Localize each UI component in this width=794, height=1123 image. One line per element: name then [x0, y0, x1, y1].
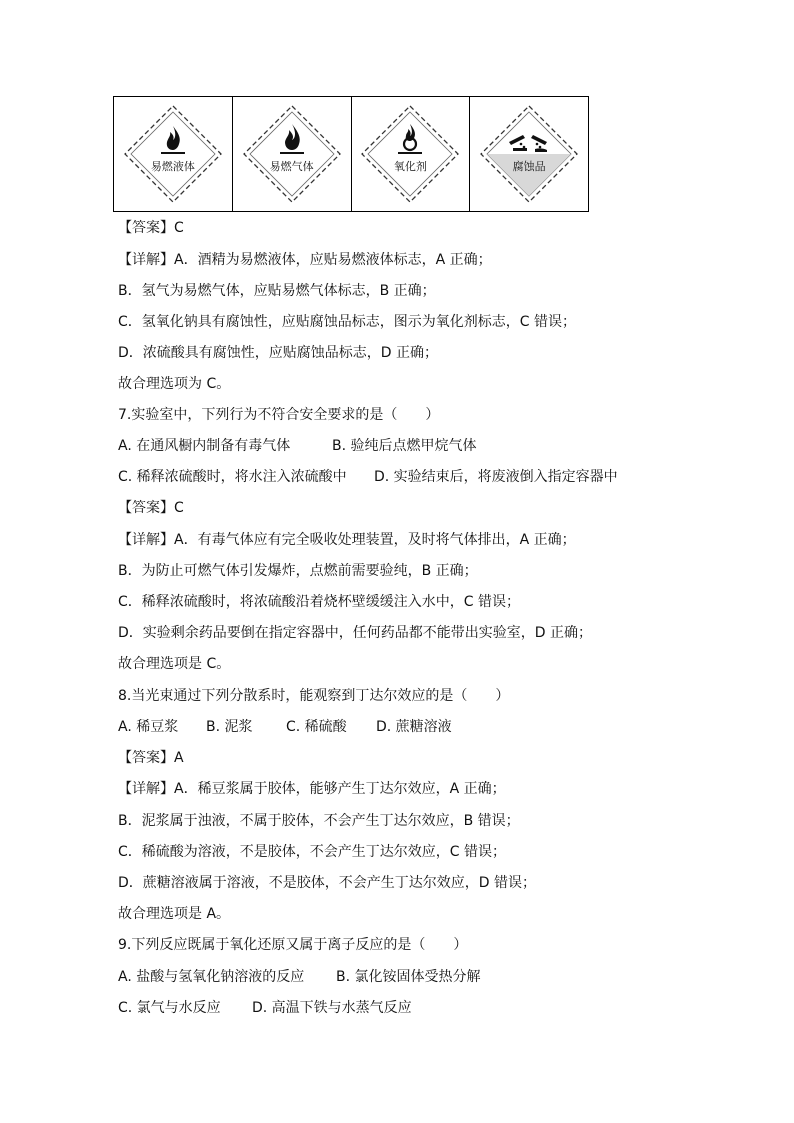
q7-options-row-1	[118, 436, 477, 456]
q6-detail-line: 【详解】A．酒精为易燃液体，应贴易燃液体标志，A 正确；	[118, 252, 492, 268]
flame-icon	[285, 124, 300, 150]
q6-detail-line: B．氢气为易燃气体，应贴易燃气体标志，B 正确；	[118, 283, 436, 299]
flame-over-circle-icon	[404, 124, 416, 150]
hazard-diamond	[477, 102, 581, 206]
q7-option-b: B. 验纯后点燃甲烷气体	[332, 438, 477, 454]
q6-detail-line: D．浓硫酸具有腐蚀性，应贴腐蚀品标志，D 正确；	[118, 345, 439, 361]
q8-option-d: D. 蔗糖溶液	[376, 719, 452, 735]
hazard-cell-oxidizer	[352, 97, 471, 211]
corrosion-icon	[509, 135, 547, 152]
diamond-outline-icon	[477, 102, 581, 206]
hazard-sign-table	[113, 96, 589, 212]
q8-detail-line: D．蔗糖溶液属于溶液，不是胶体，不会产生丁达尔效应，D 错误；	[118, 875, 537, 891]
hazard-diamond	[121, 102, 225, 206]
q7-option-c: C. 稀释浓硫酸时，将水注入浓硫酸中	[118, 469, 347, 485]
hazard-label: 腐蚀品	[512, 160, 546, 173]
hazard-label: 易燃液体	[150, 160, 195, 173]
q9-option-c: C. 氯气与水反应	[118, 1000, 221, 1016]
q7-detail-line: C．稀释浓硫酸时，将浓硫酸沿着烧杯壁缓缓注入水中，C 错误；	[118, 594, 520, 610]
diamond-outline-icon	[358, 102, 462, 206]
q7-question: 7.实验室中，下列行为不符合安全要求的是（ ）	[118, 407, 440, 423]
hazard-label: 氧化剂	[393, 160, 427, 173]
q8-detail-line: C．稀硫酸为溶液，不是胶体，不会产生丁达尔效应，C 错误；	[118, 844, 506, 860]
q6-detail-line: C．氢氧化钠具有腐蚀性，应贴腐蚀品标志，图示为氧化剂标志，C 错误；	[118, 314, 576, 330]
q9-options-row-2	[118, 998, 412, 1018]
hazard-cell-flammable-liquid	[114, 97, 233, 211]
q7-conclusion: 故合理选项是 C。	[118, 656, 231, 672]
q8-option-b: B. 泥浆	[206, 719, 253, 735]
q9-option-d: D. 高温下铁与水蒸气反应	[252, 1000, 412, 1016]
q9-question: 9.下列反应既属于氧化还原又属于离子反应的是（ ）	[118, 937, 468, 953]
q7-options-row-2	[118, 467, 618, 487]
q8-option-c: C. 稀硫酸	[286, 719, 347, 735]
q8-options-row	[118, 717, 452, 737]
q7-detail-line: D．实验剩余药品要倒在指定容器中，任何药品都不能带出实验室，D 正确；	[118, 625, 593, 641]
hazard-diamond	[240, 102, 344, 206]
flame-icon	[167, 126, 180, 150]
q7-answer: 【答案】C	[118, 500, 184, 516]
q7-option-d: D. 实验结束后，将废液倒入指定容器中	[374, 469, 618, 485]
q9-options-row-1	[118, 967, 481, 987]
hazard-cell-corrosive	[470, 97, 588, 211]
hazard-label: 易燃气体	[269, 160, 314, 173]
q8-answer: 【答案】A	[118, 750, 184, 766]
diamond-outline-icon	[240, 102, 344, 206]
q6-answer: 【答案】C	[118, 220, 184, 236]
q9-option-b: B. 氯化铵固体受热分解	[336, 969, 481, 985]
q8-detail-line: 【详解】A．稀豆浆属于胶体，能够产生丁达尔效应，A 正确；	[118, 781, 506, 797]
diamond-outline-icon	[121, 102, 225, 206]
q8-detail-line: B．泥浆属于浊液，不属于胶体，不会产生丁达尔效应，B 错误；	[118, 813, 520, 829]
hazard-diamond	[358, 102, 462, 206]
q8-question: 8.当光束通过下列分散系时，能观察到丁达尔效应的是（ ）	[118, 688, 510, 704]
q8-conclusion: 故合理选项是 A。	[118, 906, 231, 922]
q9-option-a: A. 盐酸与氢氧化钠溶液的反应	[118, 969, 305, 985]
q7-detail-line: 【详解】A．有毒气体应有完全吸收处理装置，及时将气体排出，A 正确；	[118, 532, 576, 548]
q6-conclusion: 故合理选项为 C。	[118, 376, 231, 392]
q8-option-a: A. 稀豆浆	[118, 719, 179, 735]
hazard-cell-flammable-gas	[233, 97, 352, 211]
q7-detail-line: B．为防止可燃气体引发爆炸，点燃前需要验纯，B 正确；	[118, 563, 478, 579]
q7-option-a: A. 在通风橱内制备有毒气体	[118, 438, 291, 454]
